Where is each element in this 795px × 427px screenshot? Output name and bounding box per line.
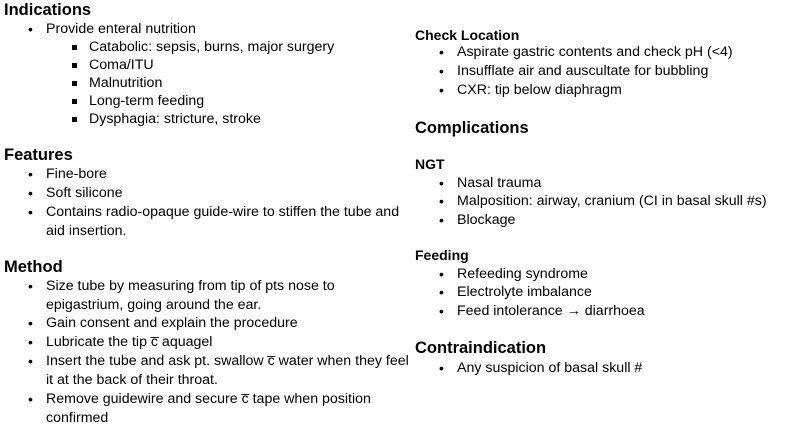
indications-heading: Indications <box>4 1 92 19</box>
feeding-item: • Refeeding syndrome <box>457 265 588 284</box>
check-location-item: • Aspirate gastric contents and check pH (<4) <box>457 43 733 62</box>
method-item: • Insert the tube and ask pt. swallow c̅ water when they feel it at the back of their throat. <box>46 352 412 389</box>
complications-heading: Complications <box>415 119 529 137</box>
contraindication-heading: Contraindication <box>415 339 547 357</box>
check-location-item: • Insufflate air and auscultate for bubbling <box>457 62 708 81</box>
feeding-item: • Electrolyte imbalance <box>457 283 592 302</box>
ngt-item: • Blockage <box>457 211 515 230</box>
features-item: • Soft silicone <box>46 184 123 203</box>
features-item: • Fine-bore <box>46 165 107 184</box>
indications-subitem: Catabolic: sepsis, burns, major surgery <box>89 39 335 55</box>
features-item: • Contains radio-opaque guide-wire to stiffen the tube and aid insertion. <box>46 203 402 240</box>
features-heading: Features <box>4 146 73 164</box>
feeding-item: • Feed intolerance → diarrhoea <box>457 302 645 321</box>
ngt-item: • Malposition: airway, cranium (CI in basal skull #s) <box>457 192 767 211</box>
indications-subitem: Dysphagia: stricture, stroke <box>89 111 261 127</box>
ngt-subheading: NGT <box>415 156 445 172</box>
indications-item: • Provide enteral nutrition <box>46 20 196 39</box>
method-item: • Gain consent and explain the procedure <box>46 314 298 333</box>
indications-subitem: Long-term feeding <box>89 93 205 109</box>
ngt-item: • Nasal trauma <box>457 174 541 193</box>
feeding-subheading: Feeding <box>415 247 469 263</box>
indications-subitem: Malnutrition <box>89 75 163 91</box>
check-location-heading: Check Location <box>415 27 520 43</box>
indications-subitem: Coma/ITU <box>89 57 154 73</box>
method-item: • Size tube by measuring from tip of pts nose to epigastrium, going around the ear. <box>46 277 372 314</box>
method-item: • Remove guidewire and secure c̅ tape when position confirmed <box>46 390 402 427</box>
method-heading: Method <box>4 258 63 276</box>
check-location-item: • CXR: tip below diaphragm <box>457 81 622 100</box>
contraindication-item: • Any suspicion of basal skull # <box>457 359 642 378</box>
method-item: • Lubricate the tip c̅ aquagel <box>46 333 212 352</box>
